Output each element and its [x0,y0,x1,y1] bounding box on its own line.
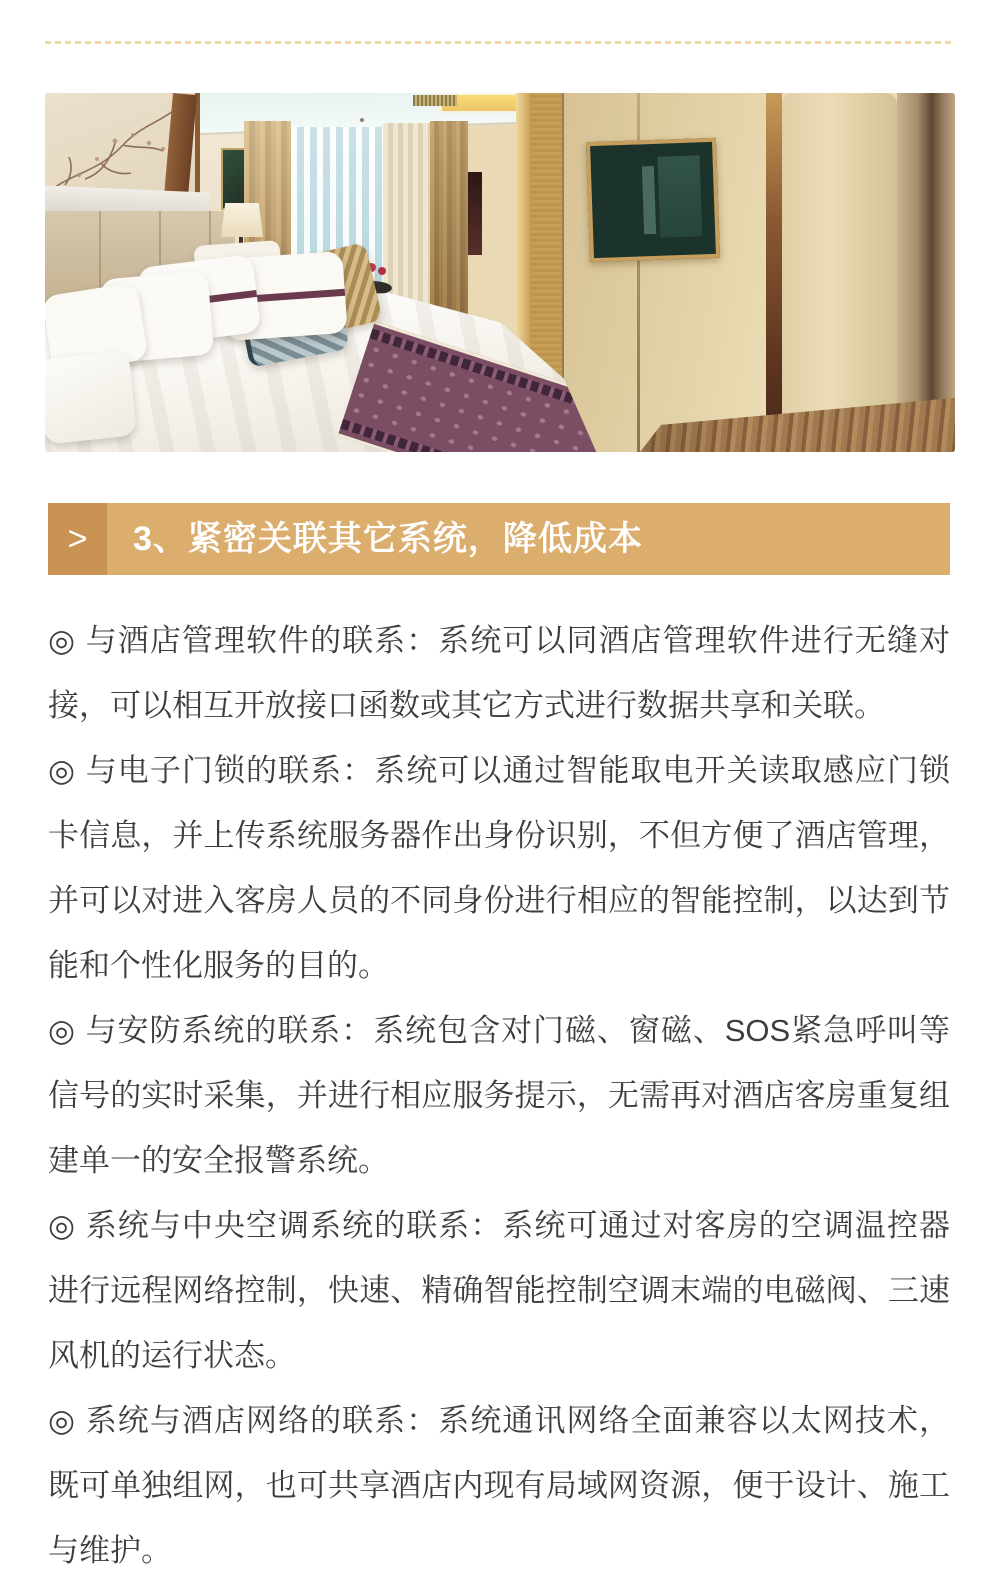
photo-recessed-tv [586,138,720,262]
section-title-bar [107,503,950,575]
section-title: 3、紧密关联其它系统，降低成本 [133,520,643,558]
photo-downlight [360,118,364,122]
paragraph-door-lock: ◎ 与电子门锁的联系：系统可以通过智能取电开关读取感应门锁卡信息，并上传系统服务器作出身份识别，不但方便了酒店管理，并可以对进入客房人员的不同身份进行相应的智能控制，以达到节能和个性化服务的目的。 [48,753,950,983]
paragraph-hvac: ◎ 系统与中央空调系统的联系：系统可通过对客房的空调温控器进行远程网络控制，快速、精确智能控制空调末端的电磁阀、三速风机的运行状态。 [48,1208,950,1373]
paragraph-network: ◎ 系统与酒店网络的联系：系统通讯网络全面兼容以太网技术，既可单独组网，也可共享酒店内现有局域网资源，便于设计、施工与维护。 [48,1403,950,1568]
photo-wall-niche [467,172,482,255]
photo-red-flower [378,267,386,275]
photo-dark-curtain [897,93,955,452]
tv-glint [642,166,657,234]
hotel-room-photo [45,93,955,452]
photo-wood-trim-right [766,93,782,452]
photo-lamp-shade [221,203,263,237]
article-body [48,608,950,1579]
photo-pillow-white [45,350,137,444]
section-header [48,503,950,575]
dotted-divider [45,41,955,44]
tv-reflection [658,156,702,238]
paragraph-hotel-software: ◎ 与酒店管理软件的联系：系统可以同酒店管理软件进行无缝对接，可以相互开放接口函数或其它方式进行数据共享和关联。 [48,623,950,723]
photo-right-panel [782,93,897,433]
chevron-right-icon: > [48,503,107,575]
paragraph-security: ◎ 与安防系统的联系：系统包含对门磁、窗磁、SOS紧急呼叫等信号的实时采集，并进行相应服务提示，无需再对酒店客房重复组建单一的安全报警系统。 [48,1013,950,1178]
photo-vent-grille [413,95,457,106]
